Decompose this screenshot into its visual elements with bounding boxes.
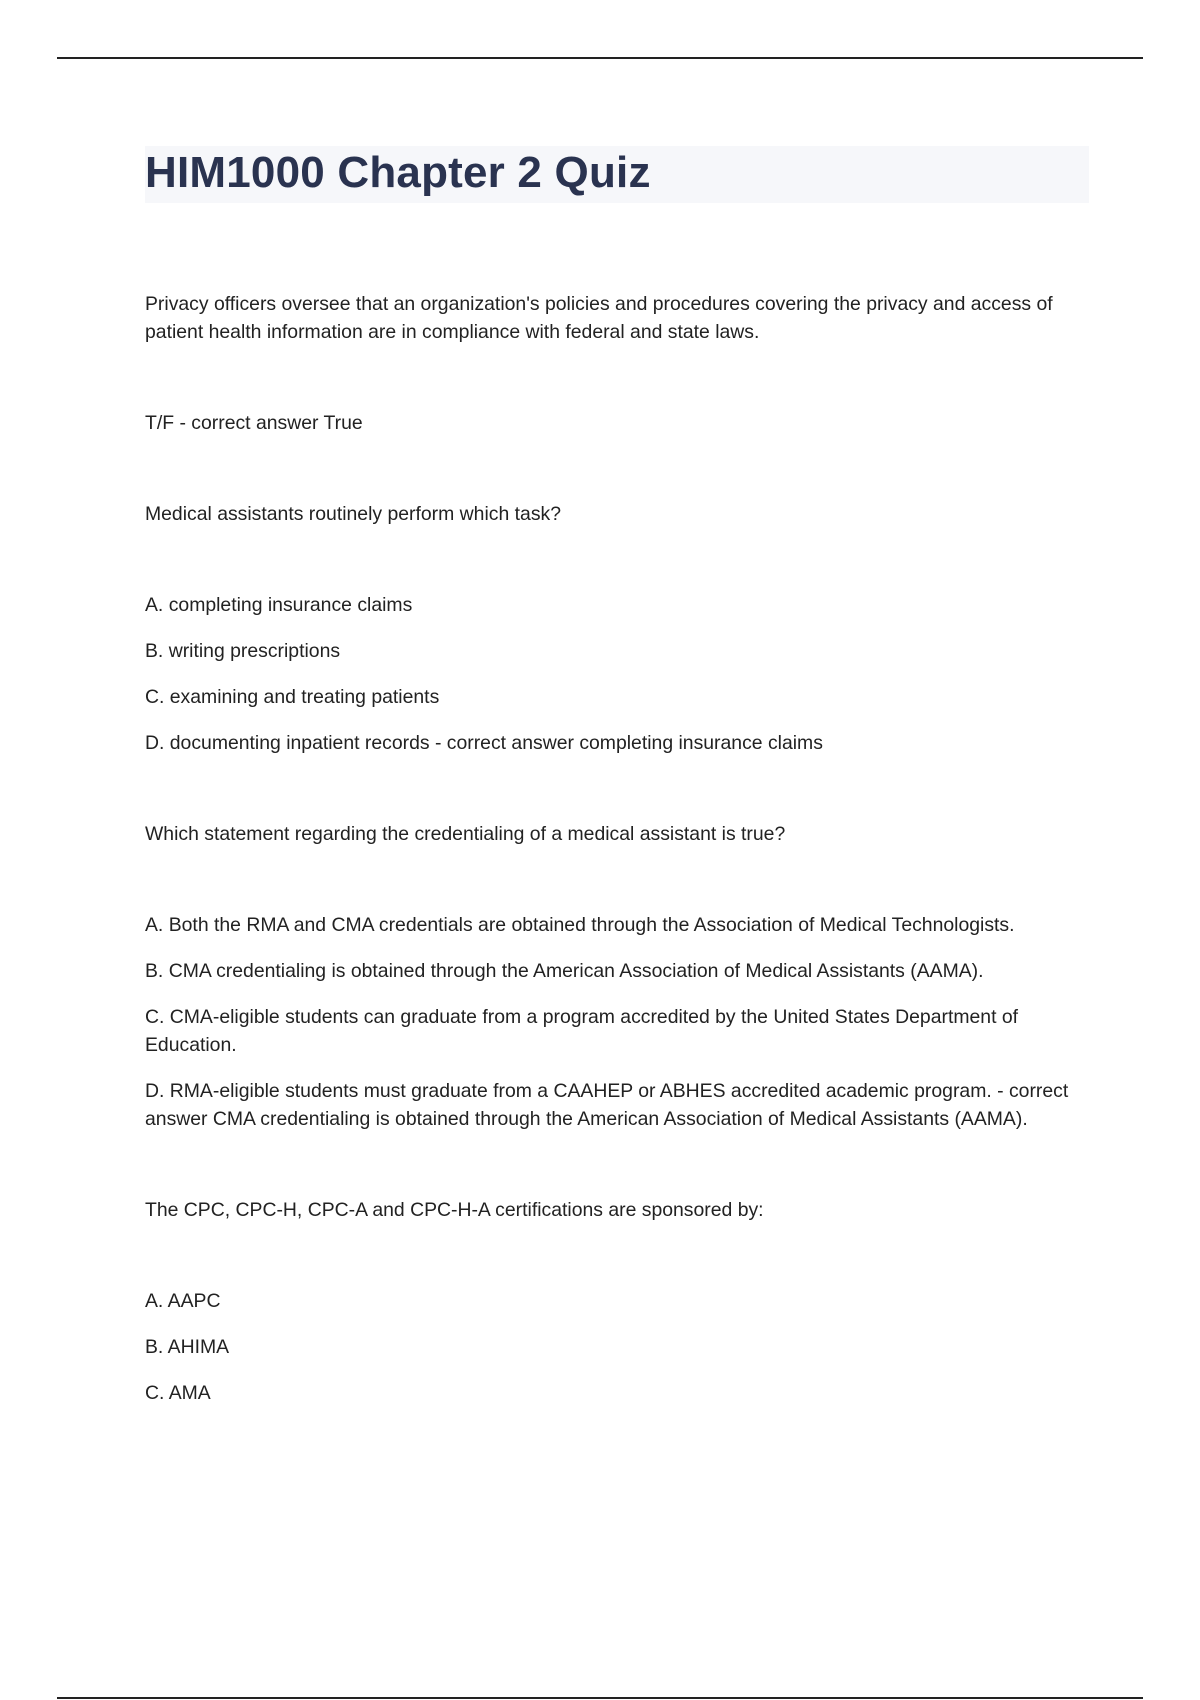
quiz-content bbox=[145, 290, 1090, 1425]
question-4-text: The CPC, CPC-H, CPC-A and CPC-H-A certifications are sponsored by: bbox=[145, 1199, 764, 1221]
question-3-option-c: C. CMA-eligible students can graduate from a program accredited by the United States Department of Education. bbox=[145, 1006, 1019, 1056]
question-1-text: Privacy officers oversee that an organization's policies and procedures covering the privacy and access of patient health information are in compliance with federal and state laws. bbox=[145, 293, 1053, 343]
question-3-option-d: D. RMA-eligible students must graduate from a CAAHEP or ABHES accredited academic program. - correct answer CMA credentialing is obtained through the American Association of Medical Assistants (AAMA). bbox=[145, 1080, 1069, 1130]
question-4-option-a: A. AAPC bbox=[145, 1290, 221, 1312]
question-3-option-a: A. Both the RMA and CMA credentials are obtained through the Association of Medical Technologists. bbox=[145, 914, 1015, 936]
question-4-option-c: C. AMA bbox=[145, 1382, 211, 1404]
question-3-text: Which statement regarding the credentialing of a medical assistant is true? bbox=[145, 823, 786, 845]
top-rule bbox=[57, 57, 1143, 59]
question-4-option-b: B. AHIMA bbox=[145, 1336, 230, 1358]
question-2-option-d: D. documenting inpatient records - correct answer completing insurance claims bbox=[145, 732, 823, 754]
question-2-option-b: B. writing prescriptions bbox=[145, 640, 341, 662]
document-title: HIM1000 Chapter 2 Quiz bbox=[145, 148, 651, 197]
question-3-option-b: B. CMA credentialing is obtained through the American Association of Medical Assistants (AAMA). bbox=[145, 960, 984, 982]
bottom-rule bbox=[57, 1697, 1143, 1699]
question-2-option-a: A. completing insurance claims bbox=[145, 594, 413, 616]
question-1-answer: T/F - correct answer True bbox=[145, 412, 363, 434]
question-2-text: Medical assistants routinely perform which task? bbox=[145, 503, 561, 525]
question-2-option-c: C. examining and treating patients bbox=[145, 686, 440, 708]
